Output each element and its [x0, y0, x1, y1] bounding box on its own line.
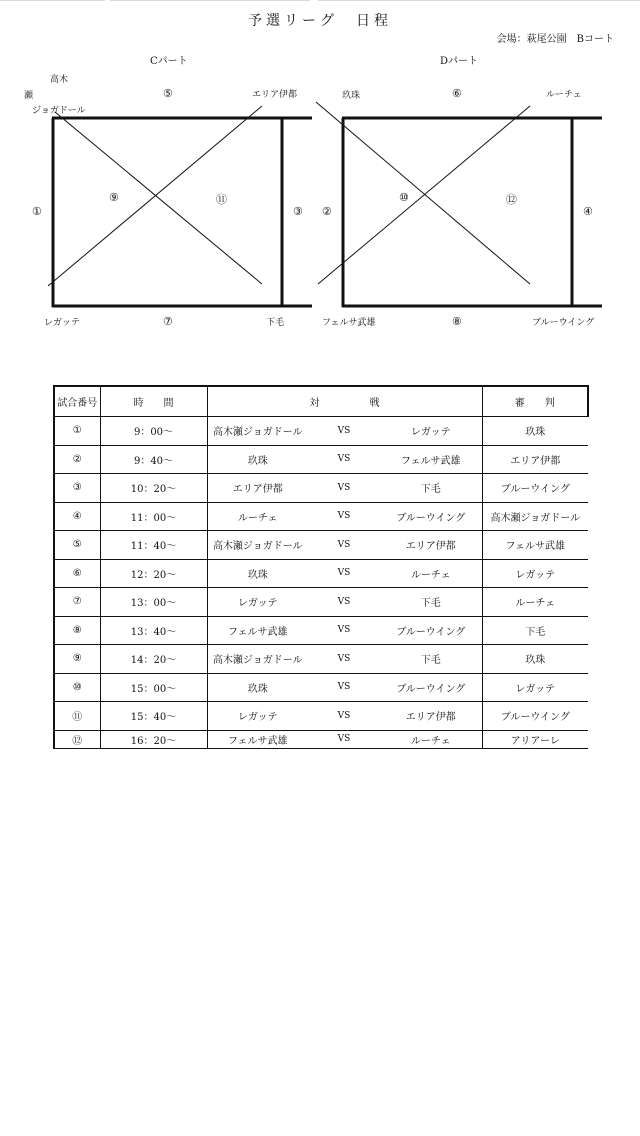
referee-cell: 玖珠 — [482, 417, 588, 446]
match-no-cell: ⑨ — [54, 645, 100, 674]
table-row — [54, 673, 588, 702]
away-team-cell: ブルーウイング — [380, 673, 482, 702]
part-d-title: Dパート — [440, 56, 479, 67]
vs-cell: VS — [308, 616, 380, 645]
match-no-cell: ⑥ — [54, 559, 100, 588]
away-team-cell: ルーチェ — [380, 559, 482, 588]
time-cell: 9：00～ — [100, 417, 207, 446]
home-team-cell: フェルサ武雄 — [207, 616, 308, 645]
venue-label: 会場：萩尾公園 Bコート — [496, 34, 614, 45]
time-cell: 10：20～ — [100, 474, 207, 503]
referee-cell: ブルーウイング — [482, 702, 588, 731]
part-c-match-bottom: ⑦ — [163, 315, 173, 328]
home-team-cell: 高木瀬ジョガドール — [207, 531, 308, 560]
home-team-cell: エリア伊都 — [207, 474, 308, 503]
vs-cell: VS — [308, 730, 380, 748]
time-cell: 15：40～ — [100, 702, 207, 731]
home-team-cell: 高木瀬ジョガドール — [207, 645, 308, 674]
referee-cell: ルーチェ — [482, 588, 588, 617]
vs-cell: VS — [308, 559, 380, 588]
header-referee: 審 判 — [482, 386, 588, 417]
home-team-cell: 玖珠 — [207, 559, 308, 588]
table-row — [54, 445, 588, 474]
away-team-cell: ブルーウイング — [380, 616, 482, 645]
referee-cell: レガッテ — [482, 673, 588, 702]
home-team-cell: ルーチェ — [207, 502, 308, 531]
part-c-team-top-left-1: 高木 — [50, 75, 69, 85]
part-c-court — [52, 118, 312, 307]
away-team-cell: ブルーウイング — [380, 502, 482, 531]
table-row — [54, 702, 588, 731]
time-cell: 15：00～ — [100, 673, 207, 702]
part-d-match-center-right: ⑫ — [506, 193, 517, 206]
part-c-team-top-left-3: ジョガドール — [32, 106, 86, 116]
away-team-cell: 下毛 — [380, 474, 482, 503]
part-d-match-top: ⑥ — [452, 87, 462, 100]
away-team-cell: ルーチェ — [380, 730, 482, 748]
vs-cell: VS — [308, 673, 380, 702]
part-c-team-top-left-2: 瀬 — [24, 91, 34, 101]
match-no-cell: ⑦ — [54, 588, 100, 617]
vs-cell: VS — [308, 702, 380, 731]
home-team-cell: フェルサ武雄 — [207, 730, 308, 748]
table-row — [54, 531, 588, 560]
part-d-match-center-left: ⑩ — [399, 191, 409, 204]
header-time: 時 間 — [100, 386, 207, 417]
table-row — [54, 616, 588, 645]
part-d-team-bottom-right: ブルーウイング — [532, 318, 595, 328]
referee-cell: フェルサ武雄 — [482, 531, 588, 560]
time-cell: 14：20～ — [100, 645, 207, 674]
away-team-cell: 下毛 — [380, 588, 482, 617]
referee-cell: アリアーレ — [482, 730, 588, 748]
vs-cell: VS — [308, 474, 380, 503]
vs-cell: VS — [308, 417, 380, 446]
part-d-match-left: ② — [322, 205, 332, 218]
part-c-match-center-right: ⑪ — [216, 193, 227, 206]
referee-cell: 玖珠 — [482, 645, 588, 674]
away-team-cell: レガッテ — [380, 417, 482, 446]
match-no-cell: ① — [54, 417, 100, 446]
referee-cell: レガッテ — [482, 559, 588, 588]
match-no-cell: ⑧ — [54, 616, 100, 645]
home-team-cell: レガッテ — [207, 588, 308, 617]
home-team-cell: 玖珠 — [207, 673, 308, 702]
table-row — [54, 502, 588, 531]
away-team-cell: フェルサ武雄 — [380, 445, 482, 474]
table-row — [54, 474, 588, 503]
vs-cell: VS — [308, 645, 380, 674]
part-d-team-top-left: 玖珠 — [342, 91, 361, 101]
schedule-table — [53, 385, 589, 749]
referee-cell: エリア伊都 — [482, 445, 588, 474]
vs-cell: VS — [308, 502, 380, 531]
part-c-team-bottom-right: 下毛 — [266, 318, 285, 328]
part-d-match-bottom: ⑧ — [452, 315, 462, 328]
home-team-cell: 玖珠 — [207, 445, 308, 474]
part-c-diagonals — [48, 106, 262, 286]
referee-cell: 高木瀬ジョガドール — [482, 502, 588, 531]
part-d-team-bottom-left: フェルサ武雄 — [322, 318, 376, 328]
part-d-court — [342, 118, 602, 307]
league-diagram — [0, 0, 640, 340]
referee-cell: ブルーウイング — [482, 474, 588, 503]
part-c-title: Cパート — [150, 56, 188, 67]
header-match-no: 試合番号 — [54, 386, 100, 417]
part-c-match-top: ⑤ — [163, 87, 173, 100]
match-no-cell: ④ — [54, 502, 100, 531]
table-header-row — [54, 386, 588, 417]
vs-cell: VS — [308, 531, 380, 560]
table-row — [54, 559, 588, 588]
match-no-cell: ⑩ — [54, 673, 100, 702]
part-d-diagonals — [316, 102, 530, 284]
match-no-cell: ② — [54, 445, 100, 474]
table-row — [54, 645, 588, 674]
part-d-team-top-right: ルーチェ — [546, 90, 582, 100]
match-no-cell: ⑤ — [54, 531, 100, 560]
header-match: 対 戦 — [207, 386, 482, 417]
part-c-team-bottom-left: レガッテ — [44, 318, 80, 328]
time-cell: 12：20～ — [100, 559, 207, 588]
table-row — [54, 417, 588, 446]
away-team-cell: エリア伊都 — [380, 702, 482, 731]
part-c-match-right: ③ — [293, 205, 303, 218]
time-cell: 11：00～ — [100, 502, 207, 531]
time-cell: 11：40～ — [100, 531, 207, 560]
part-c-team-top-right: エリア伊都 — [252, 90, 298, 100]
time-cell: 13：00～ — [100, 588, 207, 617]
time-cell: 13：40～ — [100, 616, 207, 645]
match-no-cell: ⑫ — [54, 730, 100, 748]
part-c-match-left: ① — [32, 205, 42, 218]
home-team-cell: レガッテ — [207, 702, 308, 731]
vs-cell: VS — [308, 445, 380, 474]
away-team-cell: エリア伊都 — [380, 531, 482, 560]
part-c-match-center-left: ⑨ — [109, 191, 119, 204]
match-no-cell: ⑪ — [54, 702, 100, 731]
part-d-match-right: ④ — [583, 205, 593, 218]
time-cell: 16：20～ — [100, 730, 207, 748]
referee-cell: 下毛 — [482, 616, 588, 645]
match-no-cell: ③ — [54, 474, 100, 503]
time-cell: 9：40～ — [100, 445, 207, 474]
table-row — [54, 588, 588, 617]
home-team-cell: 高木瀬ジョガドール — [207, 417, 308, 446]
away-team-cell: 下毛 — [380, 645, 482, 674]
vs-cell: VS — [308, 588, 380, 617]
page-title: 予選リーグ 日程 — [248, 13, 392, 29]
table-row — [54, 730, 588, 748]
